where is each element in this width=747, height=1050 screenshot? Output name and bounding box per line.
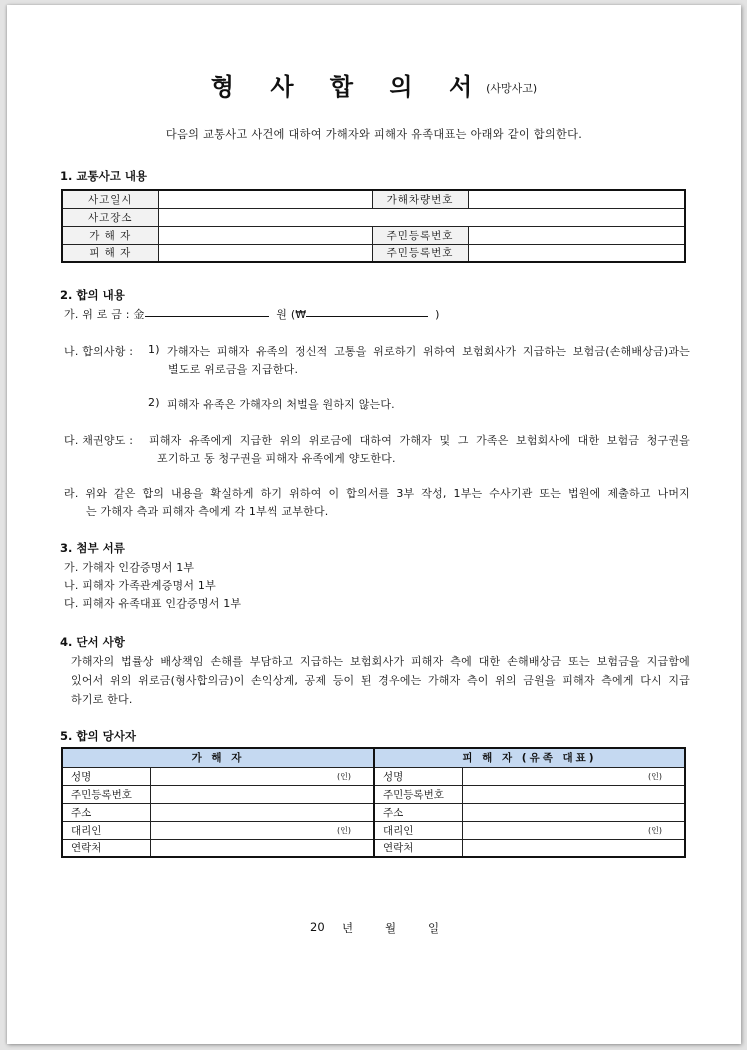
label-accident-datetime: 사고일시 xyxy=(62,190,158,208)
agreement-item2-text: 피해자 유족은 가해자의 처벌을 원하지 않는다. xyxy=(167,398,395,411)
title-subtitle: (사망사고) xyxy=(486,82,538,95)
label-offender: 가 해 자 xyxy=(62,226,158,244)
table-row xyxy=(62,208,685,226)
label-name: 성명 xyxy=(374,767,462,785)
parties-table xyxy=(61,747,686,858)
table-row xyxy=(62,839,685,857)
offender-agent-field[interactable]: (인) xyxy=(150,821,374,839)
document-page xyxy=(7,5,741,1044)
agreement-item1-line1: 가해자는 피해자 유족의 정신적 고통을 위로하기 위하여 보험회사가 지급하는 보험금(손해배상금)과는 xyxy=(167,345,690,358)
attachment-item: 가. 가해자 인감증명서 1부 xyxy=(64,561,195,574)
table-row xyxy=(62,821,685,839)
label-agent: 대리인 xyxy=(62,821,150,839)
victim-rep-id-number-field[interactable] xyxy=(462,785,685,803)
proviso-line2: 있어서 위의 위로금(형사합의금)이 손익상계, 공제 등이 된 경우에는 가해자 측이 위의 금원을 피해자 측에게 다시 지급 xyxy=(71,674,690,687)
document-title xyxy=(7,67,741,102)
label-address: 주소 xyxy=(62,803,150,821)
label-victim: 피 해 자 xyxy=(62,244,158,262)
label-vehicle-number: 가해차량번호 xyxy=(372,190,468,208)
title-main: 형 사 합 의 서 xyxy=(210,73,487,101)
table-row xyxy=(62,803,685,821)
close-paren: ) xyxy=(435,308,440,321)
accident-location-field[interactable] xyxy=(158,208,685,226)
assignment-line2: 포기하고 동 청구권을 피해자 유족에게 양도한다. xyxy=(157,452,396,465)
section2-heading: 2. 합의 내용 xyxy=(60,288,125,302)
agreement-item2-num: 2) xyxy=(148,396,160,409)
label-contact: 연락처 xyxy=(374,839,462,857)
label-agent: 대리인 xyxy=(374,821,462,839)
label-victim-id-number: 주민등록번호 xyxy=(372,244,468,262)
victim-name-field[interactable] xyxy=(158,244,372,262)
label-offender-id-number: 주민등록번호 xyxy=(372,226,468,244)
label-contact: 연락처 xyxy=(62,839,150,857)
victim-rep-name-field[interactable]: (인) xyxy=(462,767,685,785)
date-year-prefix: 20 xyxy=(310,920,325,934)
copies-line2: 는 가해자 측과 피해자 측에게 각 1부씩 교부한다. xyxy=(86,505,329,518)
amount-korean-field[interactable] xyxy=(145,306,269,317)
agreement-label: 나. 합의사항 : xyxy=(64,345,134,358)
proviso-line1: 가해자의 법률상 배상책임 손해를 부담하고 지급하는 보험회사가 피해자 측에 대한 손해배상금 또는 보험금을 지급함에 xyxy=(71,655,690,668)
agreement-item1-num: 1) xyxy=(148,343,160,356)
offender-address-field[interactable] xyxy=(150,803,374,821)
offender-name-field[interactable] xyxy=(158,226,372,244)
table-row xyxy=(62,244,685,262)
victim-id-number-field[interactable] xyxy=(468,244,685,262)
offender-name-field[interactable]: (인) xyxy=(150,767,374,785)
intro-text: 다음의 교통사고 사건에 대하여 가해자와 피해자 유족대표는 아래와 같이 합의한다. xyxy=(165,128,583,141)
amount-numeric-field[interactable] xyxy=(306,306,428,317)
date-year-label: 년 xyxy=(342,921,354,935)
table-header-row xyxy=(62,748,685,767)
date-day-label: 일 xyxy=(428,921,440,935)
victim-header: 피 해 자 (유족 대표) xyxy=(374,748,685,767)
consolation-money-line xyxy=(64,306,440,322)
consolation-label: 가. 위 로 금 : 金 xyxy=(64,308,145,321)
table-row xyxy=(62,190,685,208)
agreement-item1-line2: 별도로 위로금을 지급한다. xyxy=(168,363,299,376)
table-row xyxy=(62,767,685,785)
victim-rep-agent-field[interactable]: (인) xyxy=(462,821,685,839)
offender-id-number-field[interactable] xyxy=(468,226,685,244)
attachment-item: 나. 피해자 가족관계증명서 1부 xyxy=(64,579,216,592)
table-row xyxy=(62,785,685,803)
attachment-item: 다. 피해자 유족대표 인감증명서 1부 xyxy=(64,597,242,610)
copies-line1: 라. 위와 같은 합의 내용을 확실하게 하기 위하여 이 합의서를 3부 작성, 1부는 수사기관 또는 법원에 제출하고 나머지 xyxy=(64,487,690,500)
section4-heading: 4. 단서 사항 xyxy=(60,635,125,649)
table-row xyxy=(62,226,685,244)
label-accident-location: 사고장소 xyxy=(62,208,158,226)
label-name: 성명 xyxy=(62,767,150,785)
label-id-number: 주민등록번호 xyxy=(62,785,150,803)
label-address: 주소 xyxy=(374,803,462,821)
section1-heading: 1. 교통사고 내용 xyxy=(60,169,148,183)
offender-header: 가 해 자 xyxy=(62,748,374,767)
victim-rep-address-field[interactable] xyxy=(462,803,685,821)
section3-heading: 3. 첨부 서류 xyxy=(60,541,125,555)
vehicle-number-field[interactable] xyxy=(468,190,685,208)
assignment-line1: 피해자 유족에게 지급한 위의 위로금에 대하여 가해자 및 그 가족은 보험회사에 대한 보험금 청구권을 xyxy=(149,434,690,447)
victim-rep-contact-field[interactable] xyxy=(462,839,685,857)
accident-info-table xyxy=(61,189,686,263)
proviso-line3: 하기로 한다. xyxy=(71,693,133,706)
accident-datetime-field[interactable] xyxy=(158,190,372,208)
date-month-label: 월 xyxy=(385,921,397,935)
assignment-label: 다. 채권양도 : xyxy=(64,434,134,447)
offender-id-number-field[interactable] xyxy=(150,785,374,803)
section5-heading: 5. 합의 당사자 xyxy=(60,729,136,743)
won-label: 원 (₩ xyxy=(276,308,307,321)
label-id-number: 주민등록번호 xyxy=(374,785,462,803)
offender-contact-field[interactable] xyxy=(150,839,374,857)
